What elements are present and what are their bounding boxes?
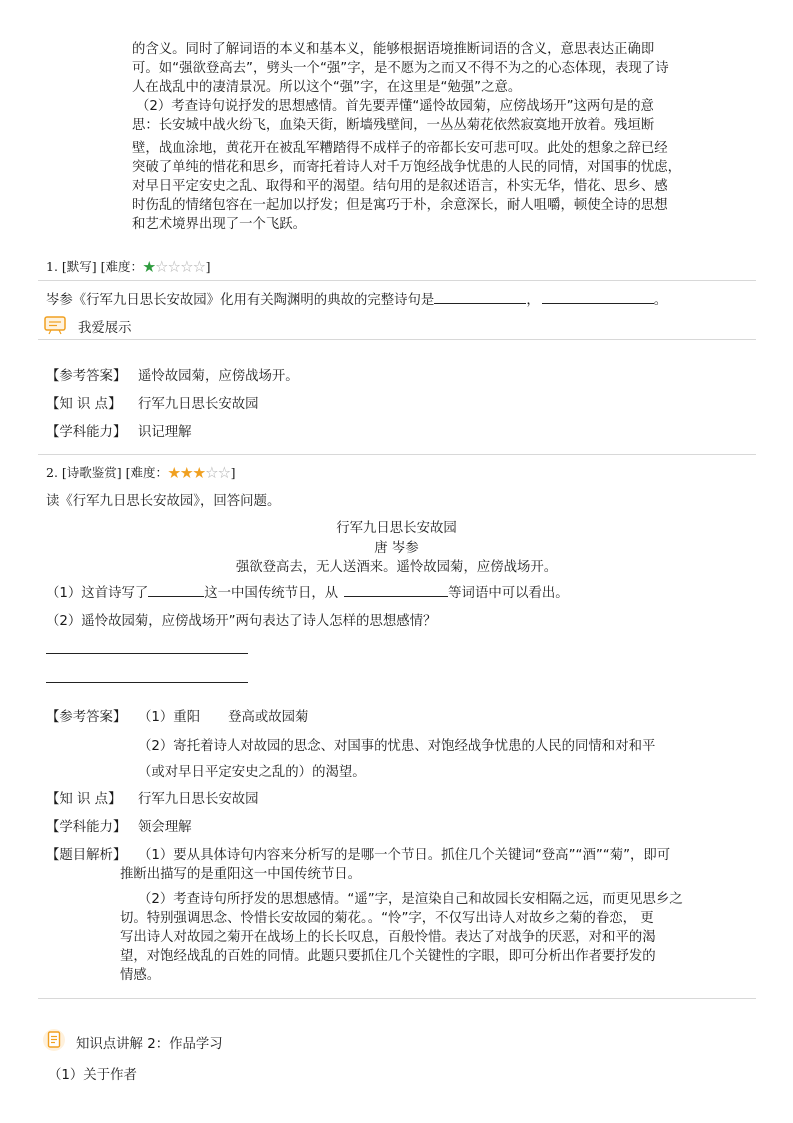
section-subtitle: （1）关于作者: [48, 1068, 137, 1083]
ability-text: 识记理解: [138, 425, 192, 440]
knowledge-point-label: 【知 识 点】: [46, 397, 122, 412]
star-empty-icon: ☆: [180, 259, 194, 274]
intro-line: 人在战乱中的凄清景况。所以这个“强”字，在这里是“勉强”之意。: [132, 80, 522, 95]
answer-text-2: （或对早日平定安史之乱的）的渴望。: [138, 765, 366, 780]
answer-line[interactable]: [46, 682, 248, 683]
ability-text: 领会理解: [138, 820, 192, 835]
intro-line: 时伤乱的情绪包容在一起加以抒发；但是寓巧于朴，余意深长，耐人咀嚼，顿使全诗的思想: [132, 198, 668, 213]
star-empty-icon: ☆: [205, 465, 219, 480]
answer-blank[interactable]: [344, 582, 448, 597]
intro-line: 的含义。同时了解词语的本义和基本义，能够根据语境推断词语的含义，意思表达正确即: [132, 42, 655, 57]
poem-author: 唐 岑参: [374, 541, 419, 556]
intro-line: 和艺术境界出现了一个飞跃。: [132, 217, 307, 232]
answer-text-1b: 登高或故园菊: [228, 710, 309, 725]
ability-label: 【学科能力】: [46, 820, 127, 835]
star-empty-icon: ☆: [168, 259, 181, 274]
analysis-line: 写出诗人对故园之菊开在战场上的长长叹息，百般怜惜。表达了对战争的厌恶，对和平的渴: [120, 930, 656, 945]
sub-question-2: （2）遥怜故园菊，应傍战场开”两句表达了诗人怎样的思想感情？: [46, 614, 437, 629]
answer-blank[interactable]: [542, 289, 654, 304]
star-empty-icon: ☆: [218, 465, 231, 480]
pencil-board-icon: [42, 313, 68, 339]
knowledge-point-text: 行军九日思长安故园: [138, 397, 259, 412]
question-1-header: 1. [默写] [难度：★☆☆☆☆]: [46, 259, 211, 274]
answer-label: 【参考答案】: [46, 369, 127, 384]
analysis-line: 推断出描写的是重阳这一中国传统节日。: [120, 867, 362, 882]
analysis-line: 切。特别强调思念、怜惜长安故园的菊花。。“怜”字，不仅写出诗人对故乡之菊的眷恋， 更: [120, 911, 654, 926]
knowledge-point-row: [46, 395, 259, 414]
answer-text-2: （2）寄托着诗人对故园的思念、对国事的忧患、对饱经战争忧患的人民的同情和对和平: [138, 739, 656, 754]
intro-line: 突破了单纯的惜花和思乡，而寄托着诗人对千万饱经战争忧患的人民的同情，对国事的忧虑，: [132, 160, 682, 175]
intro-paragraph: [132, 40, 722, 234]
divider: [38, 280, 756, 281]
ability-label: 【学科能力】: [46, 425, 127, 440]
question-1-body: 岑参《行军九日思长安故园》化用有关陶渊明的典故的完整诗句是 ， 。: [46, 289, 667, 308]
answer-line[interactable]: [46, 653, 248, 654]
answer-text: 遥怜故园菊，应傍战场开。: [138, 369, 299, 384]
difficulty-stars: [143, 259, 206, 274]
section-header: [42, 1027, 223, 1057]
ability-row: [46, 818, 192, 837]
intro-line: 可。如“强欲登高去”，劈头一个“强”字，是不愿为之而又不得不为之的心态体现，表现了诗: [132, 61, 669, 76]
analysis-line: （1）要从具体诗句内容来分析写的是哪一个节日。抓住几个关键词“登高”“酒”“菊”，即可: [138, 848, 671, 863]
star-filled-icon: ★: [168, 465, 181, 480]
question-1-type: 1. [默写] [难度：: [46, 259, 144, 274]
question-2-header: 2. [诗歌鉴赏] [难度：★★★☆☆]: [46, 465, 236, 480]
star-empty-icon: ☆: [155, 259, 169, 274]
knowledge-point-label: 【知 识 点】: [46, 792, 122, 807]
intro-line: 思：长安城中战火纷飞，血染天街，断墙残壁间，一丛丛菊花依然寂寞地开放着。残垣断: [132, 118, 655, 133]
answer-row: [46, 708, 308, 727]
star-empty-icon: ☆: [193, 259, 206, 274]
star-filled-icon: ★: [193, 465, 206, 480]
answer-text-1a: （1）重阳: [138, 710, 201, 725]
star-filled-icon: ★: [143, 259, 156, 274]
intro-line: 对早日平定安史之乱、取得和平的渴望。结句用的是叙述语言，朴实无华，惜花、思乡、感: [132, 179, 668, 194]
answer-label: 【参考答案】: [46, 710, 127, 725]
intro-line: （2）考查诗句说抒发的思想感情。首先要弄懂“遥怜故园菊，应傍战场开”这两句是的意: [136, 99, 654, 114]
difficulty-stars: [168, 465, 231, 480]
answer-blank[interactable]: [148, 582, 204, 597]
divider: [38, 454, 756, 455]
poem-title: 行军九日思长安故园: [336, 521, 457, 536]
analysis-row: [46, 846, 683, 985]
document-icon: [42, 1027, 66, 1057]
knowledge-point-text: 行军九日思长安故园: [138, 792, 259, 807]
question-2-type: 2. [诗歌鉴赏] [难度：: [46, 465, 169, 480]
analysis-label: 【题目解析】: [46, 848, 127, 863]
answer-blank[interactable]: [434, 289, 526, 304]
answer-row: [46, 367, 299, 386]
ability-row: [46, 423, 192, 442]
divider: [38, 339, 756, 340]
star-filled-icon: ★: [180, 465, 194, 480]
intro-line: 壁，战血涂地，黄花开在被乱军糟踏得不成样子的帝都长安可悲可叹。此处的想象之辞已经: [132, 141, 668, 156]
knowledge-point-row: [46, 790, 259, 809]
sub-question-1: （1）这首诗写了 这一中国传统节日，从 等词语中可以看出。: [46, 582, 569, 601]
analysis-line: 情感。: [120, 968, 161, 983]
show-label: 我爱展示: [78, 320, 132, 336]
poem-body: 强欲登高去，无人送酒来。遥怜故园菊，应傍战场开。: [235, 560, 558, 575]
section-title: 知识点讲解 2：作品学习: [76, 1036, 223, 1052]
show-button[interactable]: [42, 313, 132, 339]
analysis-line: （2）考查诗句所抒发的思想感情。“遥”字，是渲染自己和故园长安相隔之远，而更见思乡之: [138, 892, 683, 907]
analysis-line: 望，对饱经战乱的百姓的同情。此题只要抓住几个关键性的字眼，即可分析出作者要抒发的: [120, 949, 656, 964]
divider: [38, 998, 756, 999]
question-2-prompt: 读《行军九日思长安故园》，回答问题。: [46, 494, 281, 509]
